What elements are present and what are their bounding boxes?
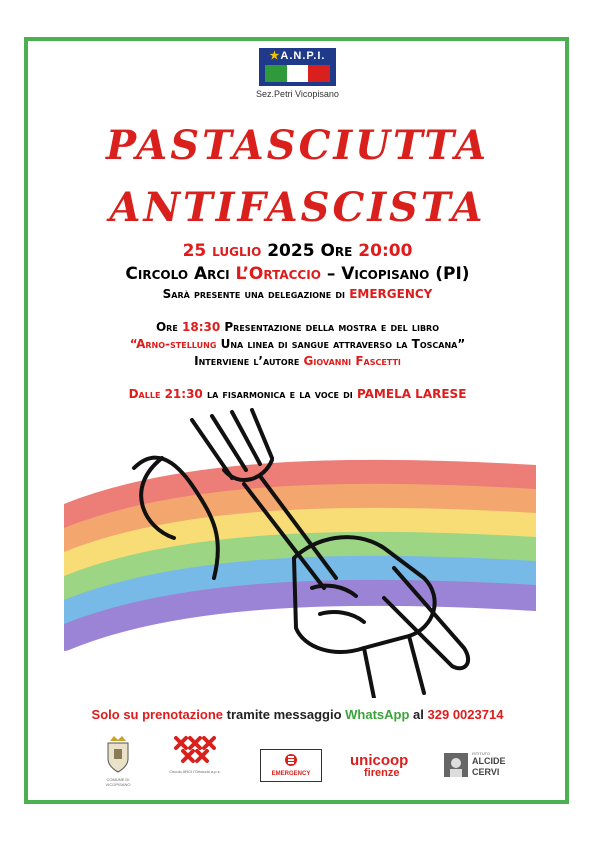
title-line-2: ANTIFASCISTA (109, 184, 486, 231)
speaker-line: Interviene l’autore Giovanni Fascetti (194, 354, 401, 368)
anpi-logo (259, 48, 336, 86)
istituto-alcide-cervi-logo: ISTITUTO ALCIDE CERVI (444, 751, 506, 778)
book-title-line: “Arno-stellung Una linea di sangue attraverso la Toscana” (129, 337, 466, 351)
cervi-portrait-icon (444, 753, 468, 777)
sponsor-logos (90, 735, 530, 790)
unicoop-firenze-logo: unicoop firenze (350, 752, 409, 779)
arci-crosses-icon (173, 735, 217, 765)
comune-vicopisano-logo: COMUNE DI VICOPISANO (100, 735, 136, 787)
rainbow-fist-fork-illustration (64, 408, 536, 698)
event-date-time: 25 luglio 2025 Ore 20:00 (182, 241, 413, 261)
presentation-line: Ore 18:30 Presentazione della mostra e del libro (155, 320, 440, 334)
coat-of-arms-icon (105, 735, 131, 773)
anpi-section-name: Sez.Petri Vicopisano (256, 89, 339, 99)
star-icon: ★ (269, 50, 281, 62)
emergency-symbol-icon (284, 753, 298, 767)
delegation-line: Sarà presente una delegazione di EMERGENCY (162, 287, 433, 301)
event-venue: Circolo Arci L’Ortaccio – Vicopisano (PI) (125, 264, 470, 284)
anpi-logo-block (0, 44, 595, 99)
italian-flag-icon (265, 65, 330, 82)
emergency-logo: EMERGENCY (260, 749, 322, 782)
title-line-1: PASTASCIUTTA (106, 122, 489, 169)
anpi-logo-text: ★A.N.P.I. (269, 50, 326, 62)
booking-info: Solo su prenotazione tramite messaggio WhatsApp al 329 0023714 (91, 707, 504, 722)
arci-ortaccio-logo: Circolo ARCI l'Ortaccio a.p.s. (165, 735, 225, 787)
music-line: Dalle 21:30 la fisarmonica e la voce di PAMELA LARESE (128, 387, 467, 401)
